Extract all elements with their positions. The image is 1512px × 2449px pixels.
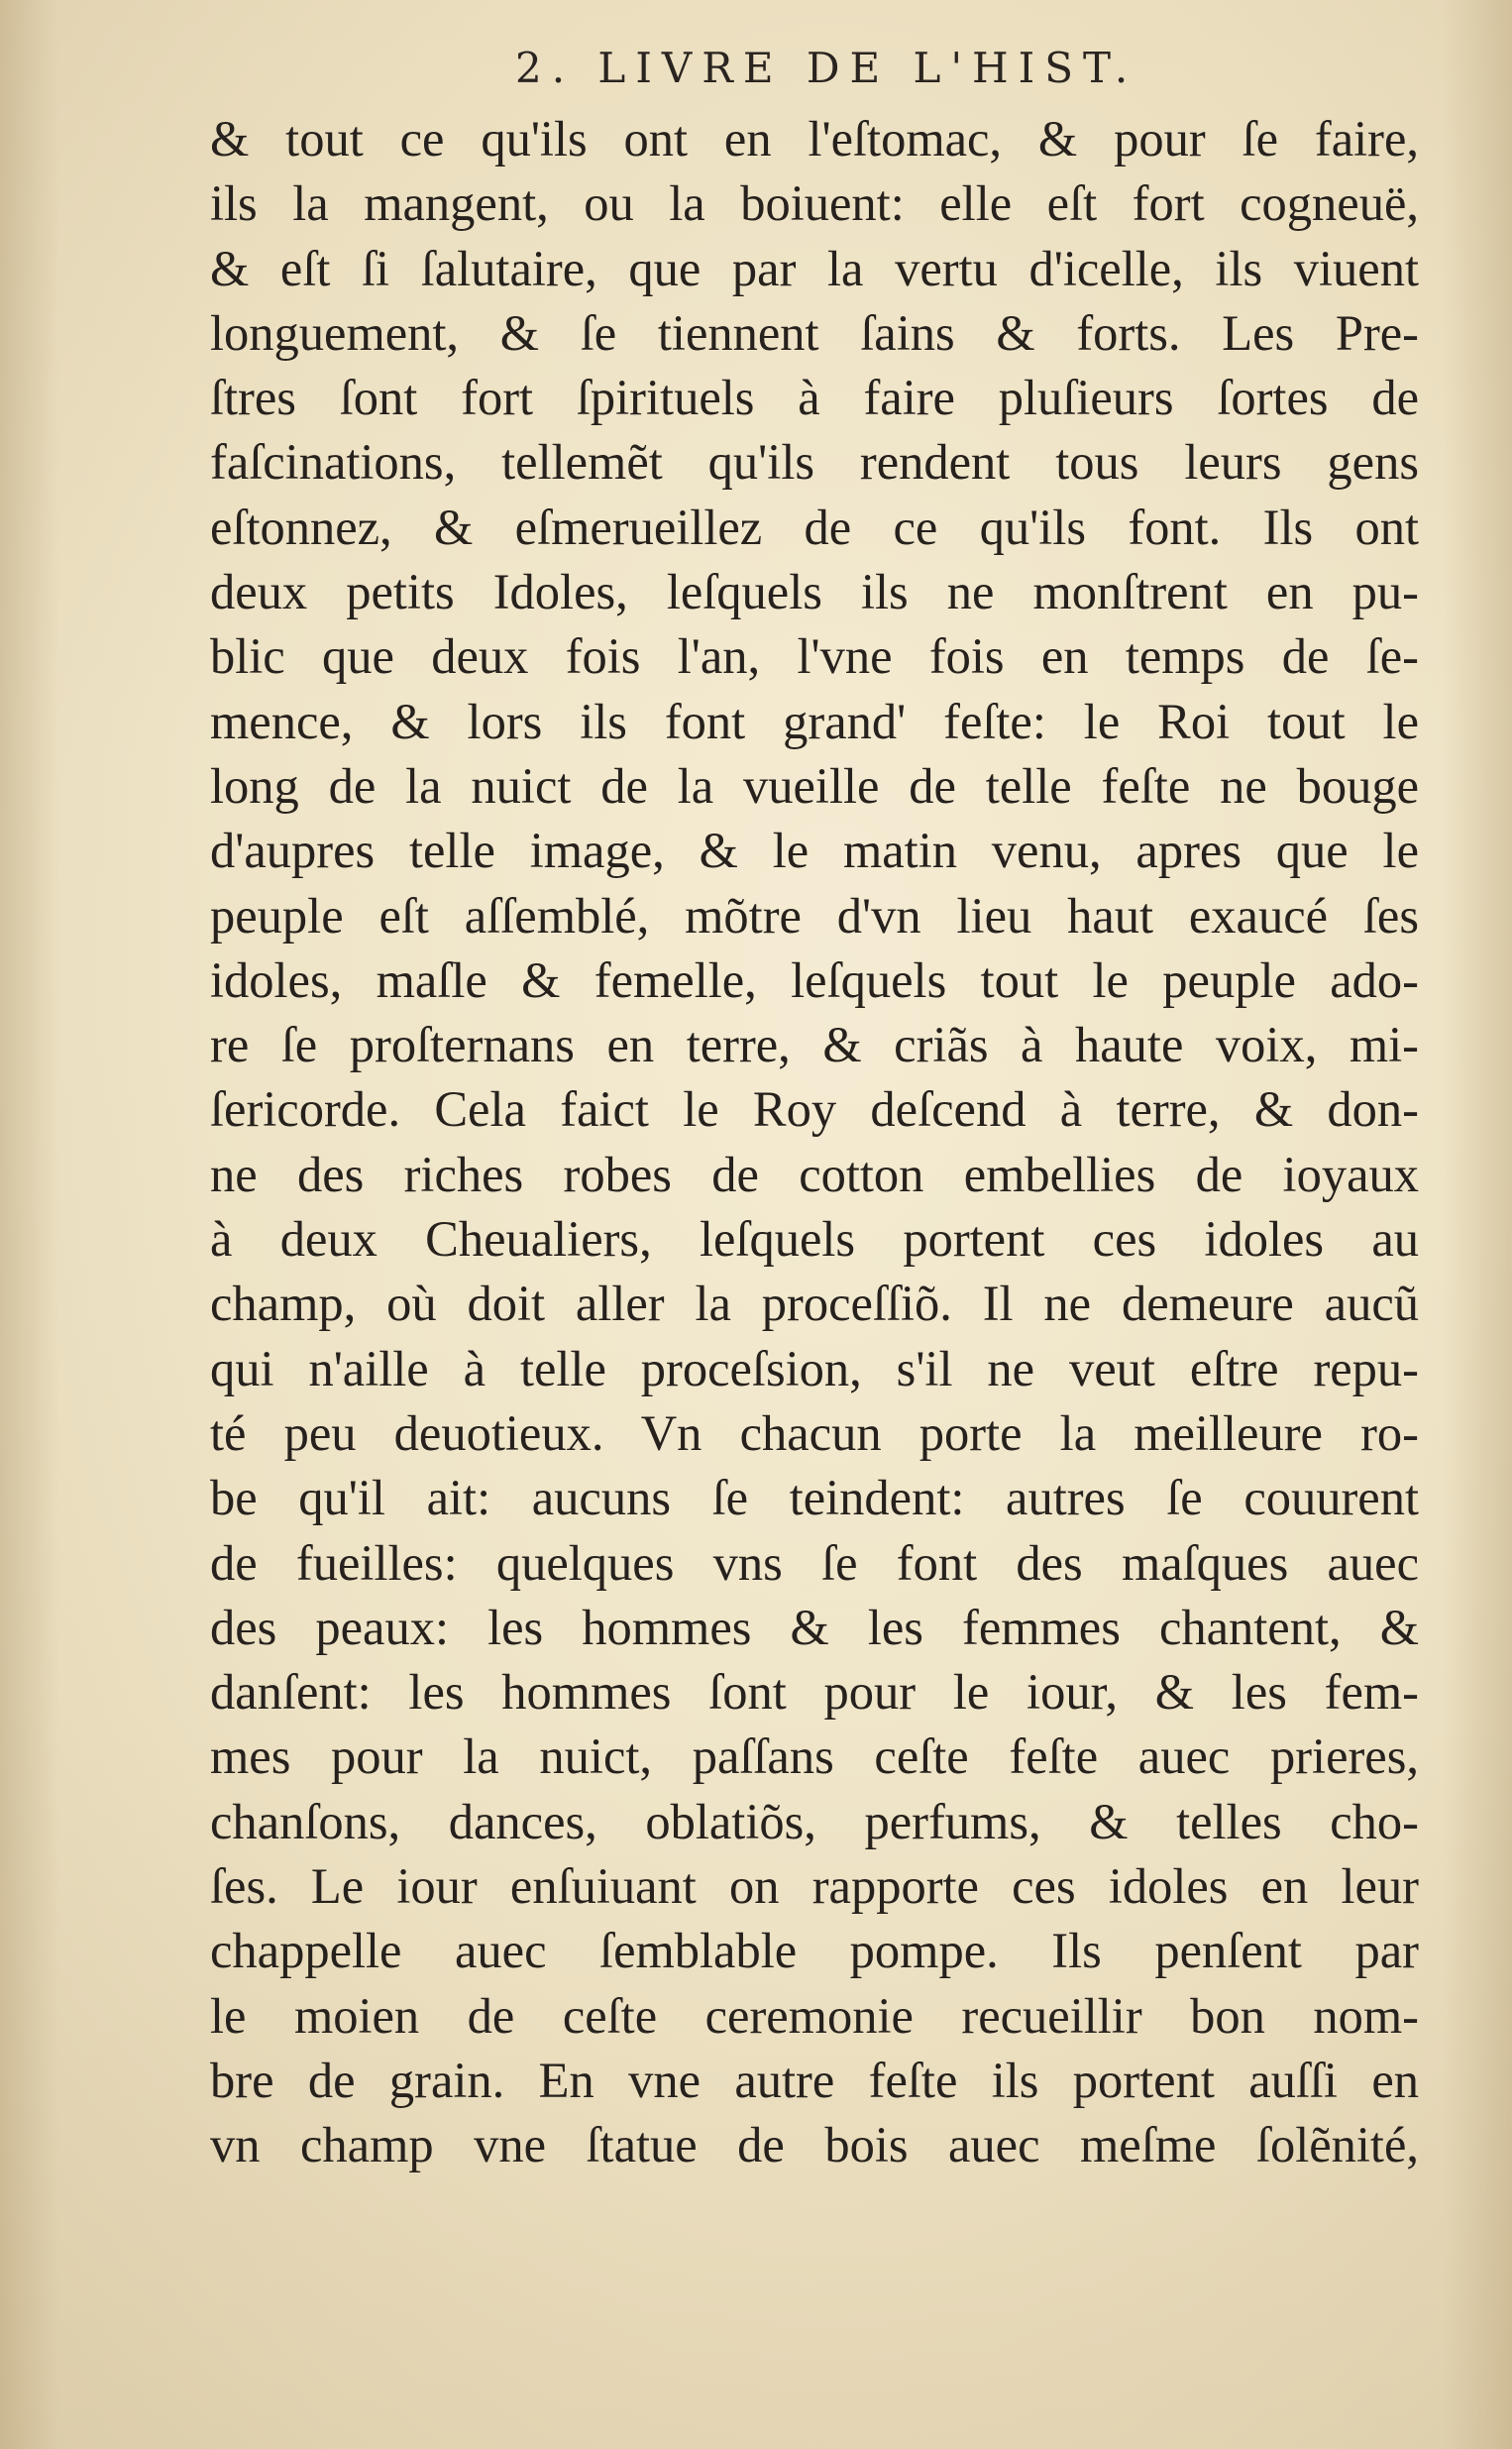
text-line-12: d'aupres telle image, & le matin venu, apres que le [210,823,1419,879]
text-line-19: champ, où doit aller la proceſſiõ. Il ne demeure aucũ [210,1276,1419,1332]
text-line-22: be qu'il ait: aucuns ſe teindent: autres ſe couurent [210,1470,1419,1526]
text-line-5: ſtres ſont fort ſpirituels à faire pluſieurs ſortes de [210,370,1419,426]
text-line-3: & eſt ſi ſalutaire, que par la vertu d'icelle, ils viuent [210,240,1419,296]
text-line-25: danſent: les hommes ſont pour le iour, & les fem- [210,1664,1419,1721]
text-line-8: deux petits Idoles, leſquels ils ne monſtrent en pu- [210,564,1419,620]
text-line-17: ne des riches robes de cotton embellies de ioyaux [210,1146,1419,1202]
text-line-28: ſes. Le iour enſuiuant on rapporte ces idoles en leur [210,1858,1419,1915]
text-line-2: ils la mangent, ou la boiuent: elle eſt fort cogneuë, [210,175,1419,232]
text-line-30: le moien de ceſte ceremonie recueillir bon nom- [210,1987,1419,2044]
text-line-20: qui n'aille à telle proceſsion, s'il ne veut eſtre repu- [210,1340,1419,1396]
text-line-16: ſericorde. Cela faict le Roy deſcend à terre, & don- [210,1081,1419,1138]
text-line-31: bre de grain. En vne autre feſte ils portent auſſi en [210,2052,1419,2108]
text-line-29: chappelle auec ſemblable pompe. Ils penſent par [210,1923,1419,1979]
running-head: 2. LIVRE DE L'HIST. [515,44,1138,92]
page-edge-shadow-right [1443,0,1512,2449]
text-line-18: à deux Cheualiers, leſquels portent ces idoles au [210,1211,1419,1268]
text-line-27: chanſons, dances, oblatiõs, perfums, & telles cho- [210,1793,1419,1849]
text-line-1: & tout ce qu'ils ont en l'eſtomac, & pour ſe faire, [210,111,1419,167]
text-line-13: peuple eſt aſſemblé, mõtre d'vn lieu haut exaucé ſes [210,887,1419,944]
text-line-24: des peaux: les hommes & les femmes chantent, & [210,1599,1419,1655]
text-line-15: re ſe proſternans en terre, & criãs à haute voix, mi- [210,1017,1419,1073]
text-line-26: mes pour la nuict, paſſans ceſte feſte auec prieres, [210,1728,1419,1785]
text-line-11: long de la nuict de la vueille de telle feſte ne bouge [210,757,1419,814]
text-line-7: eſtonnez, & eſmerueillez de ce qu'ils font. Ils ont [210,499,1419,555]
body-text [210,107,1419,2178]
text-line-21: té peu deuotieux. Vn chacun porte la meilleure ro- [210,1404,1419,1461]
page-edge-shadow-left [0,0,59,2449]
text-line-23: de fueilles: quelques vns ſe font des maſques auec [210,1534,1419,1591]
text-line-6: faſcinations, tellemẽt qu'ils rendent tous leurs gens [210,434,1419,491]
text-line-9: blic que deux fois l'an, l'vne fois en temps de ſe- [210,628,1419,685]
text-line-32: vn champ vne ſtatue de bois auec meſme ſolẽnité, [210,2117,1419,2173]
text-line-14: idoles, maſle & femelle, leſquels tout le peuple ado- [210,951,1419,1008]
text-line-10: mence, & lors ils font grand' feſte: le Roi tout le [210,693,1419,749]
text-line-4: longuement, & ſe tiennent ſains & forts. Les Pre- [210,304,1419,361]
